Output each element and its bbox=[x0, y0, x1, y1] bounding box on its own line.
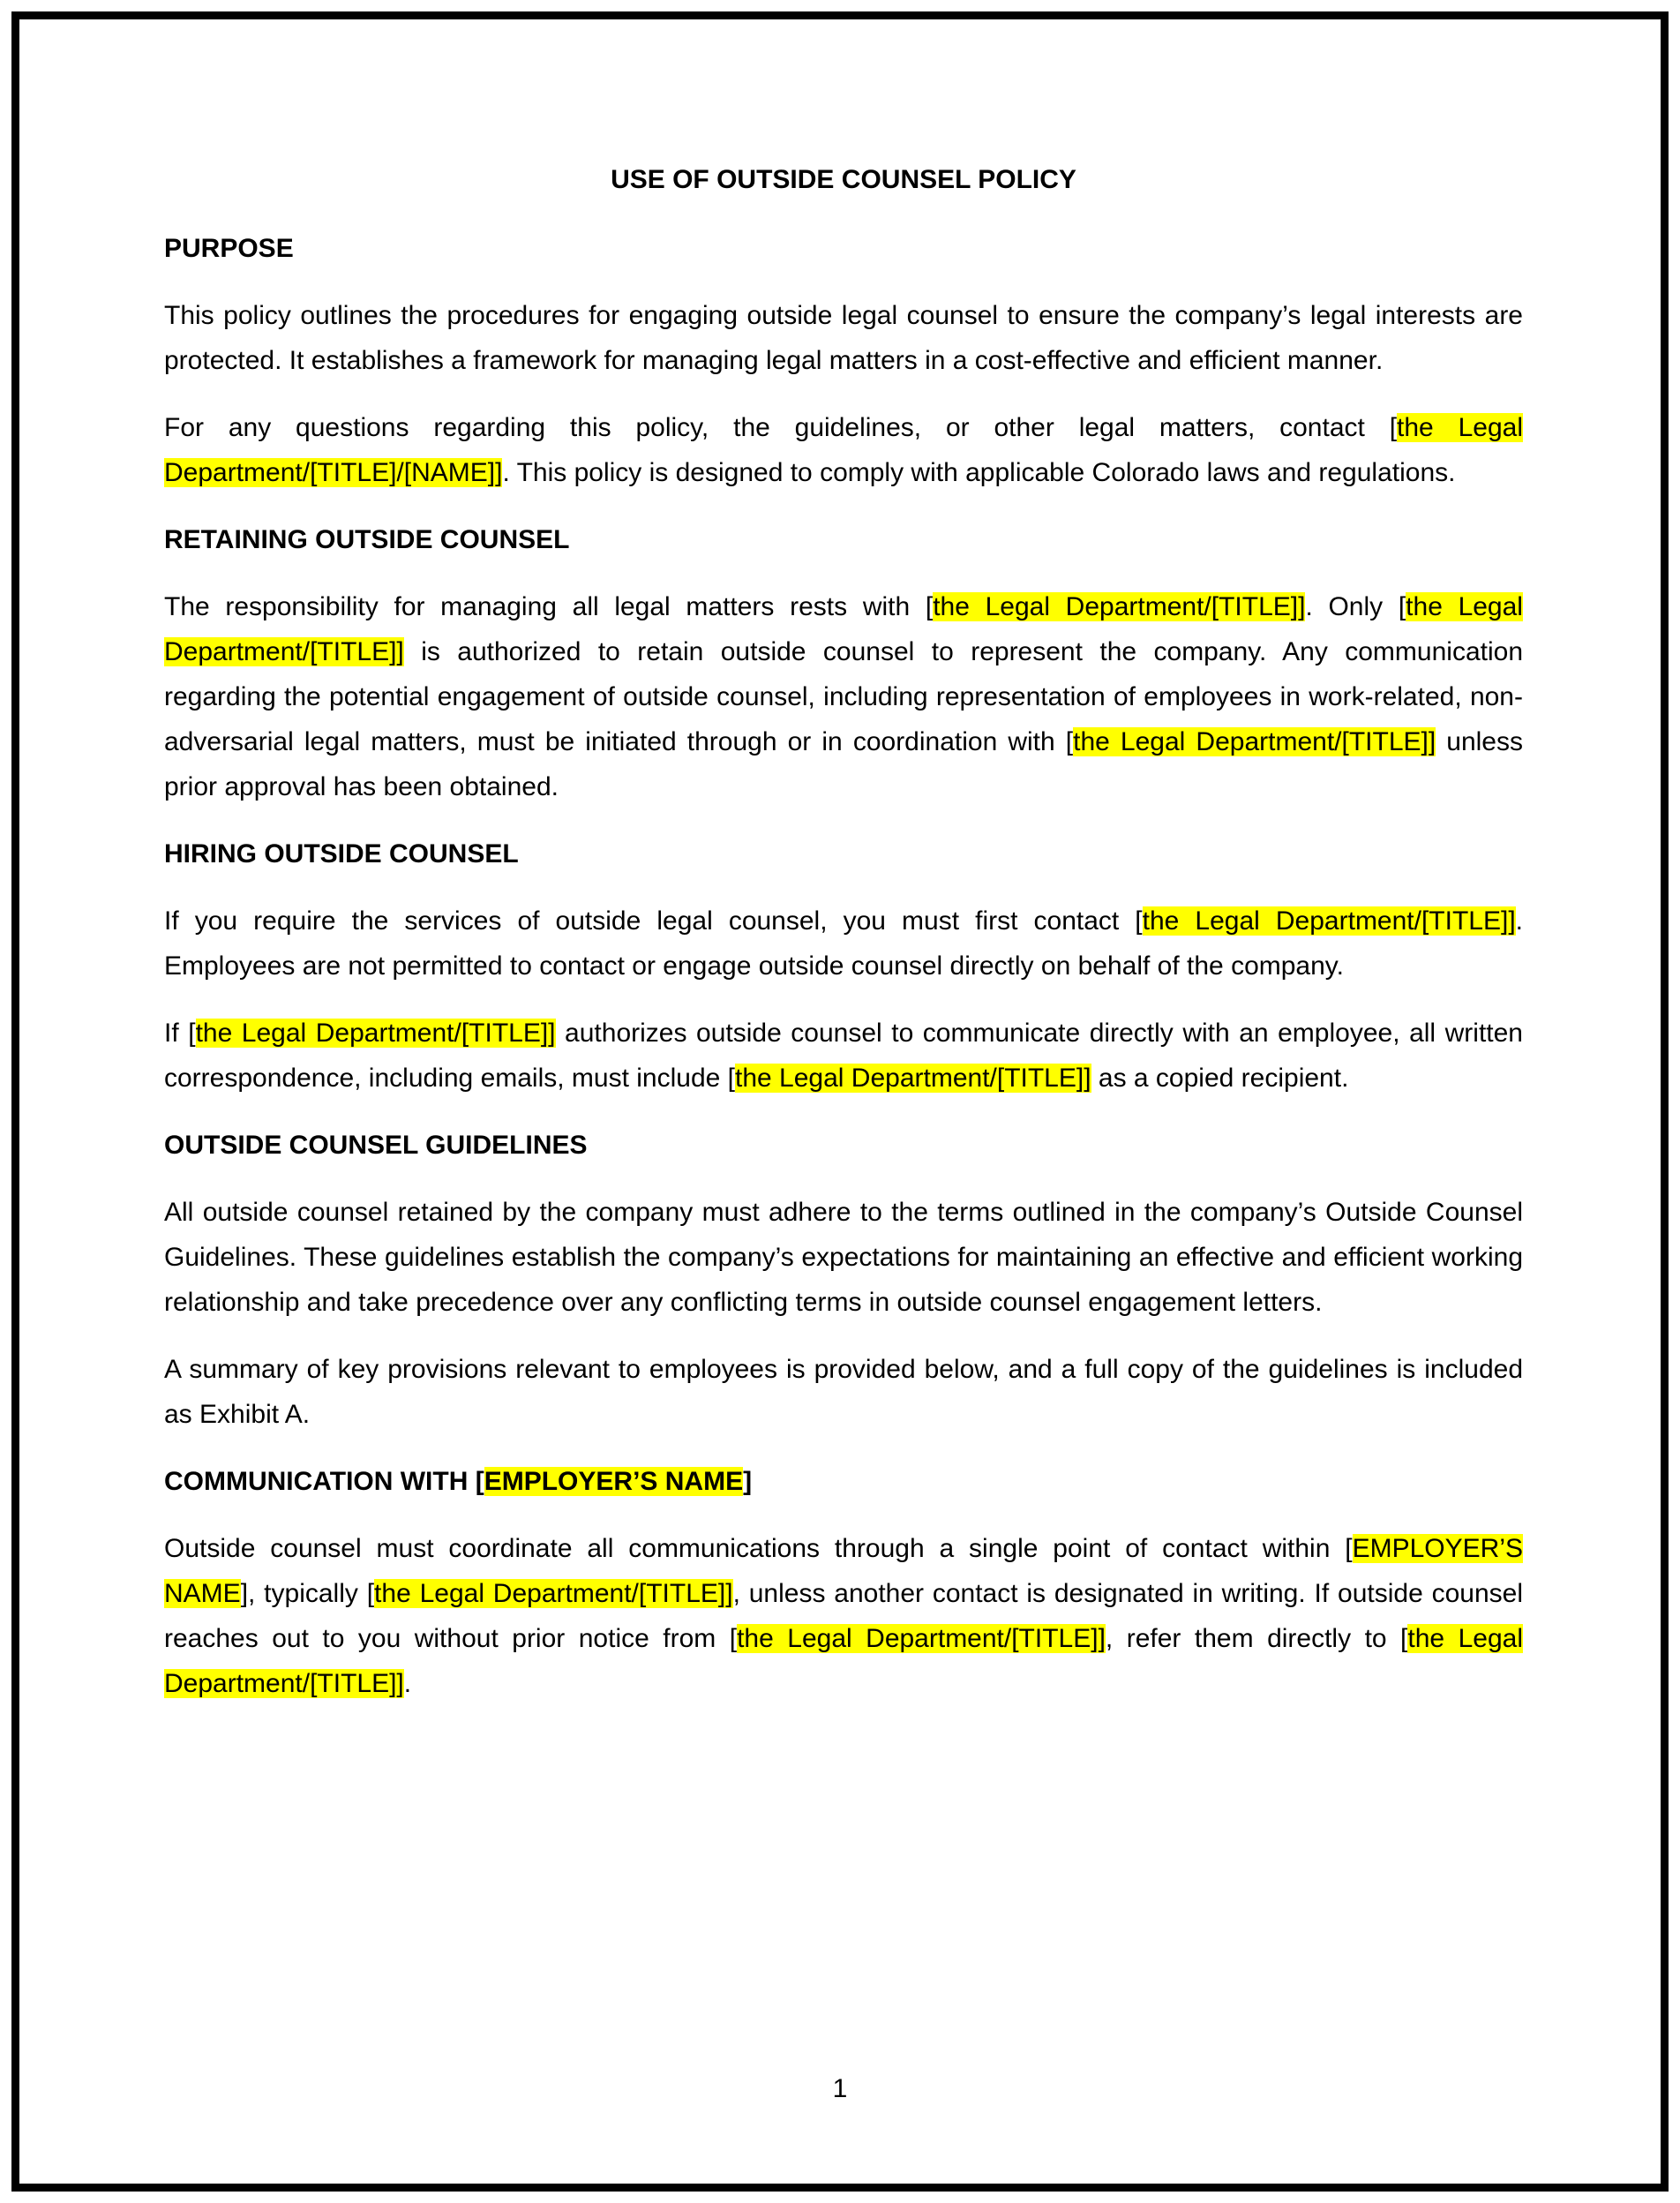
paragraph bbox=[164, 1347, 1523, 1437]
text-run: , refer them directly to [ bbox=[1105, 1624, 1408, 1653]
highlighted-placeholder: the Legal Department/[TITLE]] bbox=[195, 1019, 556, 1048]
highlighted-placeholder: the Legal Department/[TITLE]/[NAME]] bbox=[164, 413, 1523, 487]
highlighted-placeholder: EMPLOYER’S NAME bbox=[484, 1467, 744, 1496]
text-run: If [ bbox=[164, 1019, 196, 1048]
section-heading bbox=[164, 517, 1523, 562]
document-sections bbox=[164, 226, 1523, 1706]
text-run: All outside counsel retained by the company must adhere to the terms outlined in the company’s Outside Counsel Guidelines. These guidelines establish the company’s expectations for maintaining an effective and efficient working relationship and take precedence over any conflicting terms in outside counsel engagement letters. bbox=[164, 1198, 1523, 1317]
text-run: PURPOSE bbox=[164, 234, 294, 263]
section-heading bbox=[164, 831, 1523, 876]
highlighted-placeholder: the Legal Department/[TITLE]] bbox=[1073, 727, 1436, 756]
paragraph bbox=[164, 1011, 1523, 1101]
text-run: as a copied recipient. bbox=[1091, 1064, 1349, 1093]
text-run: authorizes outside counsel to communicate directly with an employee, all written correspondence, including emails, must include [ bbox=[164, 1019, 1523, 1093]
paragraph bbox=[164, 1526, 1523, 1706]
text-run: , unless another contact is designated in writing. If outside counsel reaches out to you without prior notice from [ bbox=[164, 1579, 1523, 1653]
text-run: For any questions regarding this policy, the guidelines, or other legal matters, contact [ bbox=[164, 413, 1398, 442]
highlighted-placeholder: the Legal Department/[TITLE]] bbox=[1142, 906, 1516, 936]
highlighted-placeholder: the Legal Department/[TITLE]] bbox=[164, 592, 1523, 666]
paragraph bbox=[164, 898, 1523, 989]
text-run: ] bbox=[743, 1467, 753, 1496]
document-content bbox=[164, 157, 1523, 1728]
text-run: RETAINING OUTSIDE COUNSEL bbox=[164, 525, 570, 554]
section-heading bbox=[164, 1123, 1523, 1168]
text-run: . This policy is designed to comply with applicable Colorado laws and regulations. bbox=[502, 458, 1456, 487]
highlighted-placeholder: the Legal Department/[TITLE]] bbox=[737, 1624, 1106, 1653]
highlighted-placeholder: the Legal Department/[TITLE]] bbox=[933, 592, 1306, 621]
text-run: COMMUNICATION WITH [ bbox=[164, 1467, 484, 1496]
text-run: If you require the services of outside legal counsel, you must first contact [ bbox=[164, 906, 1143, 936]
text-run: This policy outlines the procedures for engaging outside legal counsel to ensure the company’s legal interests are protected. It establishes a framework for managing legal matters in a cost-effective and efficient manner. bbox=[164, 301, 1523, 375]
paragraph bbox=[164, 405, 1523, 495]
text-run: . Only [ bbox=[1305, 592, 1406, 621]
highlighted-placeholder: the Legal Department/[TITLE]] bbox=[164, 1624, 1523, 1698]
highlighted-placeholder: the Legal Department/[TITLE]] bbox=[735, 1064, 1091, 1093]
section-heading bbox=[164, 1459, 1523, 1504]
text-run: The responsibility for managing all legal matters rests with [ bbox=[164, 592, 934, 621]
highlighted-placeholder: the Legal Department/[TITLE]] bbox=[374, 1579, 733, 1608]
text-run: A summary of key provisions relevant to employees is provided below, and a full copy of the guidelines is included as Exhibit A. bbox=[164, 1355, 1523, 1429]
highlighted-placeholder: EMPLOYER’S NAME bbox=[164, 1534, 1523, 1608]
section-heading bbox=[164, 226, 1523, 271]
paragraph bbox=[164, 1190, 1523, 1325]
text-run: ], typically [ bbox=[240, 1579, 375, 1608]
page-number: 1 bbox=[832, 2074, 848, 2103]
paragraph bbox=[164, 293, 1523, 383]
text-run: HIRING OUTSIDE COUNSEL bbox=[164, 839, 519, 868]
text-run: . Employees are not permitted to contact or engage outside counsel directly on behalf of the company. bbox=[164, 906, 1523, 981]
document-title: USE OF OUTSIDE COUNSEL POLICY bbox=[611, 165, 1076, 194]
text-run: is authorized to retain outside counsel to represent the company. Any communication regarding the potential engagement of outside counsel, including representation of employees in work-related, non-adversarial legal matters, must be initiated through or in coordination with [ bbox=[164, 637, 1523, 756]
text-run: unless prior approval has been obtained. bbox=[164, 727, 1523, 801]
text-run: OUTSIDE COUNSEL GUIDELINES bbox=[164, 1131, 588, 1160]
paragraph bbox=[164, 584, 1523, 809]
text-run: Outside counsel must coordinate all communications through a single point of contact within [ bbox=[164, 1534, 1353, 1563]
text-run: . bbox=[403, 1669, 412, 1698]
